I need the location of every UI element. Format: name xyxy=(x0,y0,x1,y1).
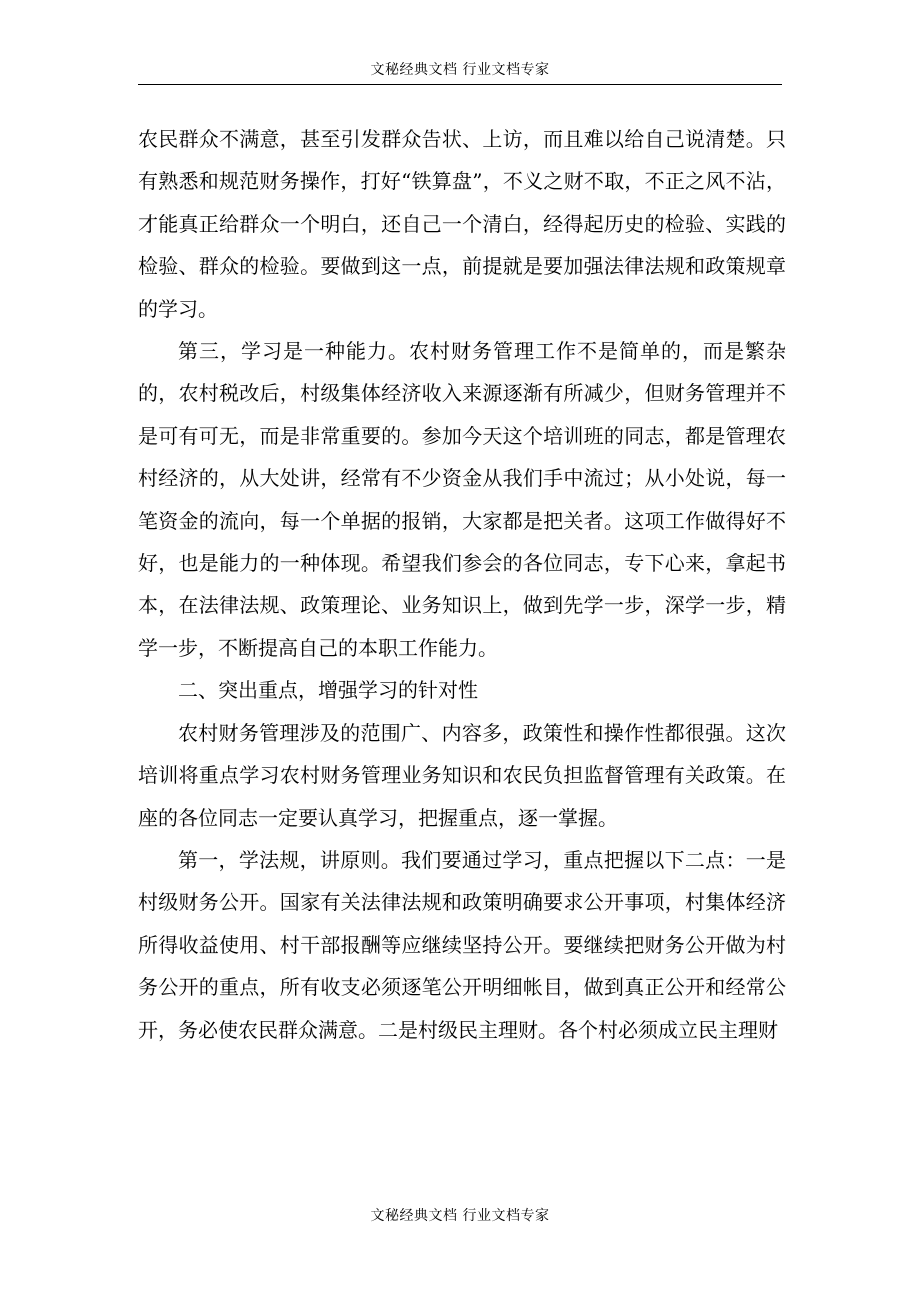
header-divider xyxy=(138,84,782,85)
section-heading: 二、突出重点，增强学习的针对性 xyxy=(178,678,478,703)
page-header: 文秘经典文档 行业文档专家 xyxy=(370,62,550,78)
paragraph-continued: 农民群众不满意，甚至引发群众告状、上访，而且难以给自己说清楚。只有熟悉和规范财务操作，打好“铁算盘”，不义之财不取，不正之风不沾，才能真正给群众一个明白，还自己一个清白，经得起历史的检验、实践的检验、群众的检验。要做到这一点，前提就是要加强法律法规和政策规章的学习。 xyxy=(138,127,786,321)
document-body xyxy=(138,118,786,1051)
page-footer: 文秘经典文档 行业文档专家 xyxy=(370,1208,550,1224)
paragraph-first-point: 第一，学法规，讲原则。我们要通过学习，重点把握以下二点：一是村级财务公开。国家有关法律法规和政策明确要求公开事项，村集体经济所得收益使用、村干部报酬等应继续坚持公开。要继续把财务公开做为村务公开的重点，所有收支必须逐笔公开明细帐目，做到真正公开和经常公开，务必使农民群众满意。二是村级民主理财。各个村必须成立民主理财 xyxy=(138,847,786,1042)
paragraph-section-intro: 农村财务管理涉及的范围广、内容多，政策性和操作性都很强。这次培训将重点学习农村财务管理业务知识和农民负担监督管理有关政策。在座的各位同志一定要认真学习，把握重点，逐一掌握。 xyxy=(138,720,786,830)
paragraph-third-point: 第三，学习是一种能力。农村财务管理工作不是简单的，而是繁杂的，农村税改后，村级集体经济收入来源逐渐有所减少，但财务管理并不是可有可无，而是非常重要的。参加今天这个培训班的同志，都是管理农村经济的，从大处讲，经常有不少资金从我们手中流过；从小处说，每一笔资金的流向，每一个单据的报销，大家都是把关者。这项工作做得好不好，也是能力的一种体现。希望我们参会的各位同志，专下心来，拿起书本，在法律法规、政策理论、业务知识上，做到先学一步，深学一步，精学一步，不断提高自己的本职工作能力。 xyxy=(138,339,786,660)
